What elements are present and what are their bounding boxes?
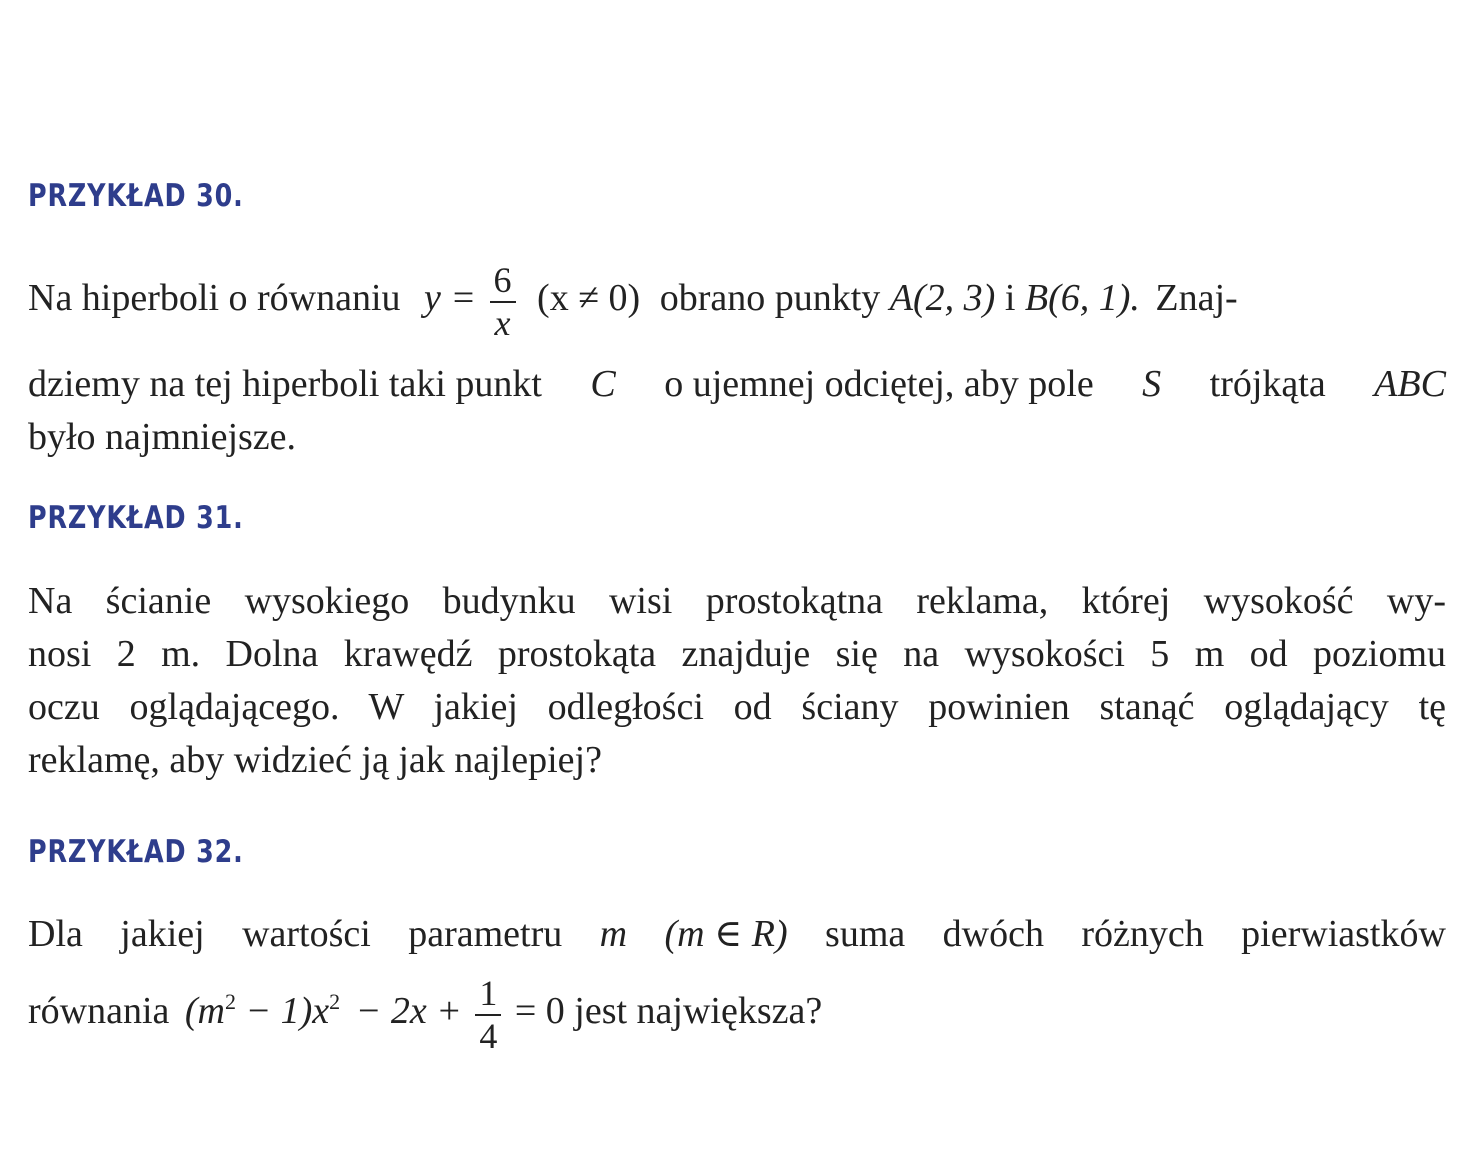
example-31-heading: PRZYKŁAD 31. bbox=[28, 500, 244, 536]
example-31-line-4: reklamę, aby widzieć ją jak najlepiej? bbox=[28, 739, 602, 781]
conjunction: i bbox=[1004, 277, 1016, 320]
example-30-text: Na hiperboli o równaniu bbox=[28, 277, 401, 320]
word: pierwiastków bbox=[1241, 913, 1446, 955]
example-32-text: równania bbox=[28, 990, 170, 1033]
example-30-text: obrano punkty bbox=[659, 277, 881, 320]
domain-condition: (x ≠ 0) bbox=[537, 277, 641, 320]
example-30-text: Znaj- bbox=[1155, 277, 1238, 320]
example-30-text: trójkąta bbox=[1209, 363, 1326, 405]
example-31-line-2: nosi 2 m. Dolna krawędź prostokąta znajduje się na wysokości 5 m od poziomu bbox=[28, 633, 1446, 675]
parameter-domain: (m ∈ R) bbox=[664, 913, 788, 955]
equation-part: − 1)x bbox=[245, 990, 330, 1033]
parameter-m: m bbox=[599, 913, 628, 955]
example-32-line-2 bbox=[28, 975, 822, 1054]
point-a: A(2, 3) bbox=[889, 277, 996, 320]
example-31-line-1: Na ścianie wysokiego budynku wisi prostokątna reklama, której wysokość wy- bbox=[28, 580, 1446, 622]
example-30-line-3: było najmniejsze. bbox=[28, 416, 297, 458]
example-32-heading: PRZYKŁAD 32. bbox=[28, 834, 244, 870]
exponent: 2 bbox=[225, 989, 236, 1015]
fraction-6-over-x bbox=[490, 262, 516, 341]
example-32-text: jest największa? bbox=[574, 990, 823, 1033]
example-30-heading: PRZYKŁAD 30. bbox=[28, 178, 244, 214]
variable-s: S bbox=[1142, 363, 1162, 405]
word: parametru bbox=[408, 913, 563, 955]
fraction-1-over-4 bbox=[475, 975, 501, 1054]
fraction-numerator: 6 bbox=[490, 262, 516, 303]
example-31-line-3: oczu oglądającego. W jakiej odległości od ściany powinien stanąć oglądający tę bbox=[28, 686, 1446, 728]
word: wartości bbox=[242, 913, 371, 955]
word: suma bbox=[825, 913, 906, 955]
example-30-text: dziemy na tej hiperboli taki punkt bbox=[28, 363, 542, 405]
triangle-abc: ABC bbox=[1374, 363, 1446, 405]
example-32-line-1 bbox=[28, 915, 1446, 953]
fraction-numerator: 1 bbox=[475, 975, 501, 1016]
word: dwóch bbox=[942, 913, 1044, 955]
equation-part: − 2x + bbox=[355, 990, 462, 1033]
fraction-denominator: x bbox=[494, 303, 511, 343]
example-30-text: o ujemnej odciętej, aby pole bbox=[664, 363, 1094, 405]
exponent: 2 bbox=[329, 989, 341, 1015]
variable-c: C bbox=[590, 363, 616, 405]
example-30-line-1 bbox=[28, 262, 1238, 341]
example-30-line-2 bbox=[28, 365, 1446, 403]
fraction-denominator: 4 bbox=[479, 1016, 498, 1056]
word: jakiej bbox=[120, 913, 205, 955]
equation-part: = 0 bbox=[514, 990, 565, 1033]
equation-lhs: y = bbox=[424, 277, 477, 320]
point-b: B(6, 1). bbox=[1024, 277, 1140, 320]
word: różnych bbox=[1081, 913, 1204, 955]
word: Dla bbox=[28, 913, 83, 955]
equation-part: (m bbox=[184, 990, 225, 1033]
